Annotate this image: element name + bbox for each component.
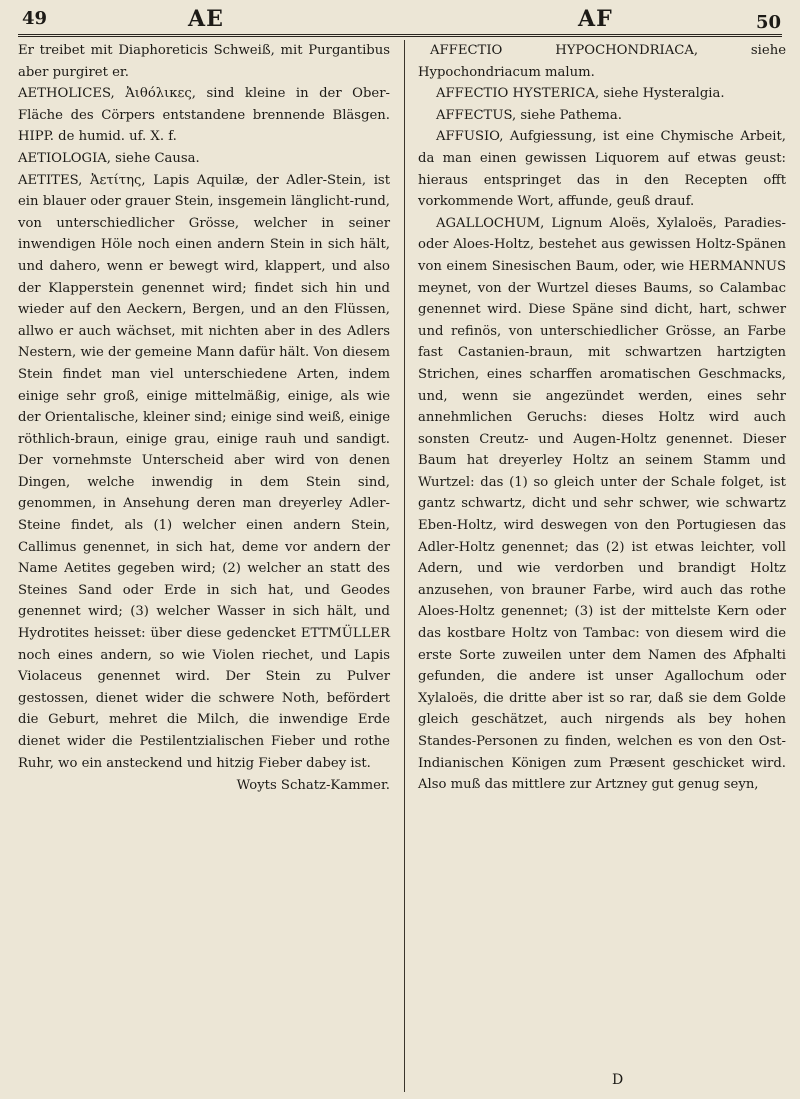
catchword-header-left: AE bbox=[188, 6, 224, 32]
entry-affectus: AFFECTUS, siehe Pathema. bbox=[436, 107, 622, 123]
running-header bbox=[0, 0, 800, 34]
entry-text: Er treibet mit Diaphoreticis Schweiß, mit Purgantibus aber purgiret er. bbox=[18, 43, 390, 80]
entry-affectio-hysterica: AFFECTIO HYSTERICA, siehe Hysteralgia. bbox=[436, 86, 725, 102]
page-number-left: 49 bbox=[22, 8, 48, 29]
entry-affusio: AFFUSIO, Aufgiessung, ist eine Chymische Arbeit, da man einen gewissen Liquorem auf etwas geust: hieraus entspringet das in den Recepten offt vorkommende Wort, affunde, geuß drauf. bbox=[418, 129, 786, 210]
page-number-right: 50 bbox=[756, 12, 782, 33]
entry-agallochum: AGALLOCHUM, Lignum Aloës, Xylaloës, Paradies- oder Aloes-Holtz, bestehet aus gewissen Holtz-Spänen von einem Sinesischen Baum, oder, wie HERMANNUS meynet, von der Wurtzel dieses Baums, so Calambac genennet wird. Diese Späne sind dicht, hart, schwer und refinös, von unterschiedlicher Grösse, an Farbe fast Castanien-braun, mit schwartzen hartzigten Strichen, eines scharffen aromatischen Geschmacks, und, wenn sie angezündet werden, eines sehr annehmlichen Geruchs: dieses Holtz wird auch sonsten Creutz- und Augen-Holtz genennet. Dieser Baum hat dreyerley Holtz an seinem Stamm und Wurtzel: das (1) so gleich unter der Schale folget, ist gantz schwartz, dicht und sehr schwer, wie schwartz Eben-Holtz, wird deswegen von den Portugiesen das Adler-Holtz genennet; das (2) ist etwas leichter, voll Adern, und wie verdorben und brandigt Holtz anzusehen, von brauner Farbe, wird auch das rothe Aloes-Holtz genennet; (3) ist der mittelste Kern oder das kostbare Holtz von Tambac: von diesem wird die erste Sorte zuweilen unter dem Namen des Afphalti gefunden, die andere ist unser Agallochum oder Xylaloës, die dritte aber ist so rar, daß sie dem Golde gleich geschätzet, auch nirgends als bey hohen Standes-Personen zu finden, welchen es von den Ost-Indianischen Königen zum Præsent geschicket wird. Also muß das mittlere zur Artzney gut genug seyn, bbox=[418, 215, 786, 793]
catchword-footer: Woyts Schatz-Kammer. bbox=[236, 778, 390, 794]
catchword-header-right: AF bbox=[578, 6, 613, 32]
header-rule bbox=[18, 34, 782, 37]
column-divider bbox=[404, 40, 405, 1092]
left-column bbox=[18, 40, 390, 797]
signature-mark: D bbox=[612, 1072, 624, 1088]
entry-aetiologia: AETIOLOGIA, siehe Causa. bbox=[18, 150, 200, 166]
entry-aetholices: AETHOLICES, Ἀιθόλικες, sind kleine in der Ober-Fläche des Cörpers entstandene brennende Bläsgen. HIPP. de humid. uf. X. f. bbox=[18, 86, 390, 145]
right-column bbox=[418, 40, 786, 796]
entry-aetites: AETITES, Ἀετίτης, Lapis Aquilæ, der Adler-Stein, ist ein blauer oder grauer Stein, insgemein länglicht-rund, von unterschiedlicher Grösse, welcher in seiner inwendigen Höle noch einen andern Stein in sich hält, und dahero, wenn er bewegt wird, klappert, und also der Klapperstein genennet wird; findet sich hin und wieder auf den Aeckern, Bergen, und an den Flüssen, allwo er auch wächset, mit nichten aber in des Adlers Nestern, wie der gemeine Mann dafür hält. Von diesem Stein findet man viel unterschiedene Arten, indem einige sehr groß, einige mittelmäßig, einige, als wie der Orientalische, kleiner sind; einige sind weiß, einige röthlich-braun, einige grau, einige rauh und sandigt. Der vornehmste Unterscheid aber wird von denen Dingen, welche inwendig in dem Stein sind, genommen, in Ansehung deren man dreyerley Adler-Steine findet, als (1) welcher einen andern Stein, Callimus genennet, in sich hat, deme vor andern der Name Aetites gegeben wird; (2) welcher an statt des Steines Sand oder Erde in sich hat, und Geodes genennet wird; (3) welcher Wasser in sich hält, und Hydrotites heisset: über diese gedencket ETTMÜLLER noch eines andern, so wie Violen riechet, und Lapis Violaceus genennet wird. Der Stein zu Pulver gestossen, dienet wider die schwere Noth, befördert die Geburt, mehret die Milch, die inwendige Erde dienet wider die Pestilentzialischen Fieber und rothe Ruhr, wo ein ansteckend und hitzig Fieber dabey ist. bbox=[18, 172, 390, 771]
entry-affectio-hypochondriaca: AFFECTIO HYPOCHONDRIACA, siehe Hypochondriacum malum. bbox=[418, 43, 786, 80]
